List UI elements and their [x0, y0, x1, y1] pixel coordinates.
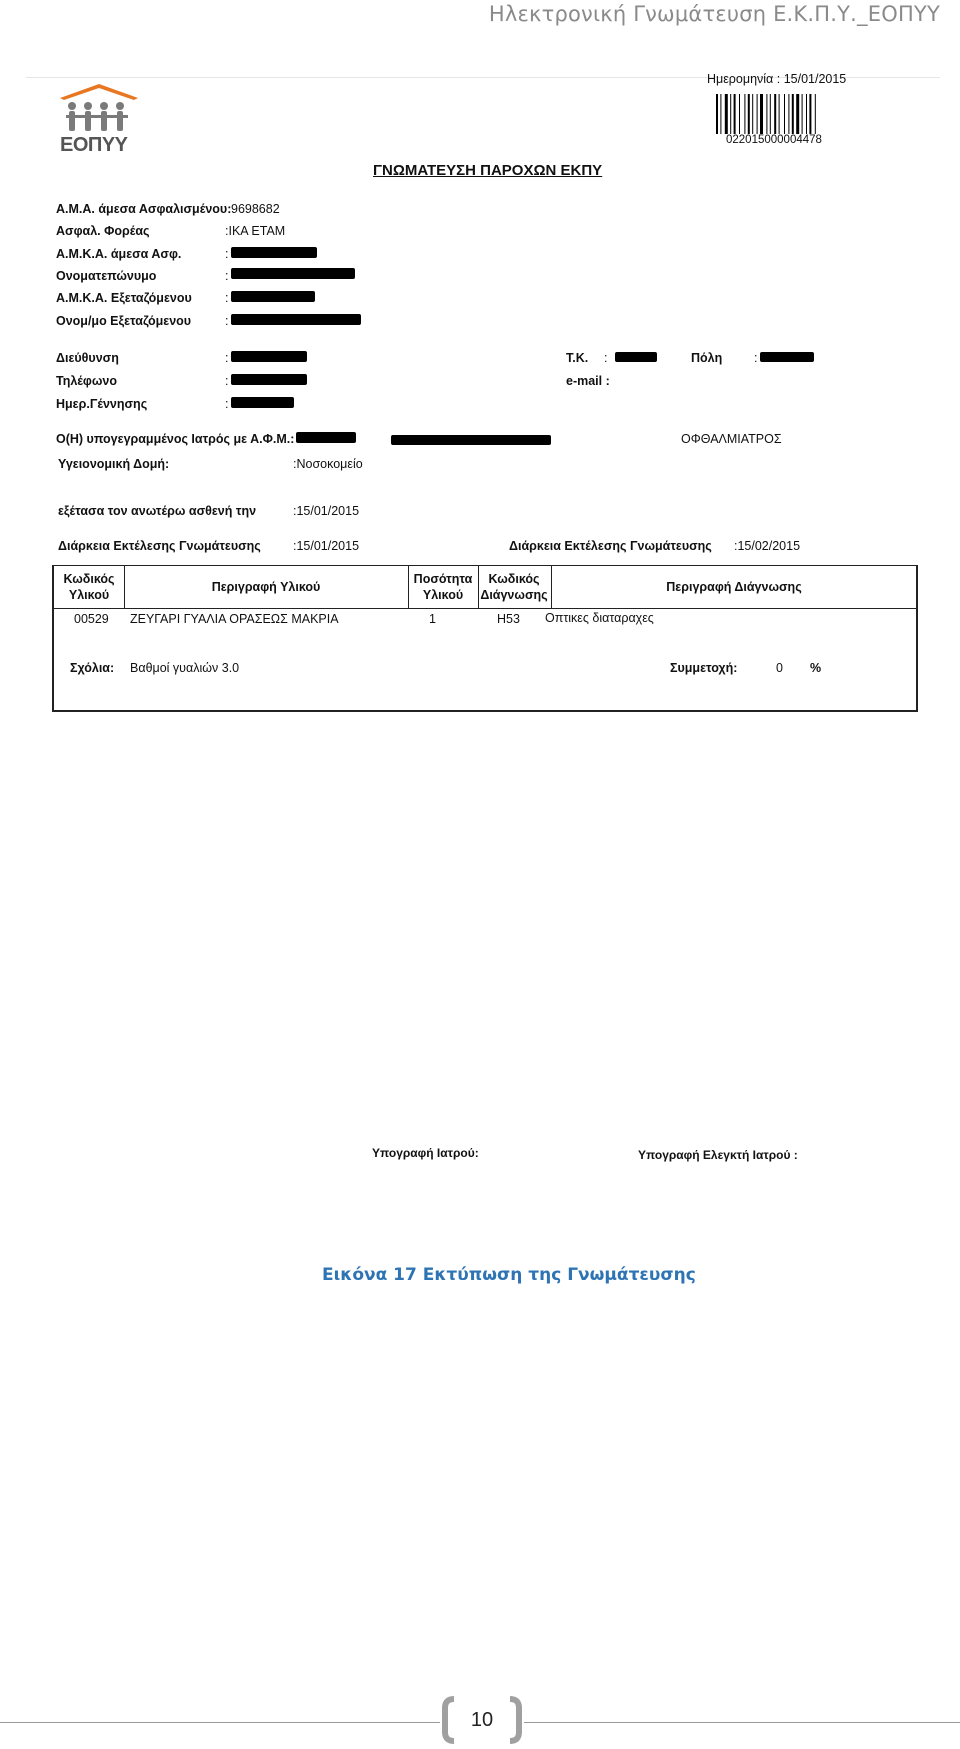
- redaction-bar: [231, 268, 355, 279]
- header-quantity: Ποσότητα Υλικού: [413, 572, 473, 602]
- footer-line-right: [524, 1722, 960, 1723]
- colon: :: [225, 351, 229, 365]
- items-table: [52, 565, 918, 712]
- figure-caption: Εικόνα 17 Εκτύπωση της Γνωμάτευσης: [322, 1265, 696, 1285]
- exam-date-value: :15/01/2015: [293, 504, 360, 518]
- redaction-bar: [760, 352, 814, 362]
- participation-label: Συμμετοχή:: [670, 661, 738, 675]
- redaction-bar: [231, 314, 361, 325]
- column-divider: [408, 566, 409, 608]
- redaction-bar: [231, 291, 315, 302]
- barcode-icon: [716, 94, 842, 134]
- percent-sign: %: [810, 661, 822, 675]
- redaction-bar: [615, 352, 657, 362]
- full-name-label: Ονοματεπώνυμο: [56, 269, 157, 283]
- ama-value: 9698682: [231, 202, 280, 216]
- row-material-code: 00529: [74, 612, 109, 626]
- redaction-bar: [231, 397, 294, 408]
- colon: :: [225, 247, 229, 261]
- row-quantity: 1: [429, 612, 436, 626]
- colon: :: [225, 374, 229, 388]
- eopyy-logo: [56, 82, 142, 162]
- address-label: Διεύθυνση: [56, 351, 119, 365]
- prescription-document: [26, 72, 940, 1188]
- header-diagnosis-code: Κωδικός Διάγνωσης: [480, 572, 548, 602]
- ama-label: Α.Μ.Α. άμεσα Ασφαλισμένου:: [56, 202, 232, 216]
- colon: :: [225, 397, 229, 411]
- barcode: [716, 94, 842, 134]
- colon: :: [225, 291, 229, 305]
- duration-from-value: :15/01/2015: [293, 539, 360, 553]
- doctor-afm-label: Ο(Η) υπογεγραμμένος Ιατρός με Α.Φ.Μ.:: [56, 432, 295, 446]
- row-material-desc: ΖΕΥΓΑΡΙ ΓΥΑΛΙΑ ΟΡΑΣΕΩΣ ΜΑΚΡΙΑ: [130, 612, 339, 626]
- email-label: e-mail :: [566, 374, 610, 388]
- row-diagnosis-desc: Οπτικες διαταραχες: [545, 611, 654, 625]
- logo-text: ΕΟΠΥΥ: [60, 134, 128, 156]
- amka-direct-label: Α.Μ.Κ.Α. άμεσα Ασφ.: [56, 247, 182, 261]
- comments-label: Σχόλια:: [70, 661, 115, 675]
- health-unit-value: :Νοσοκομείο: [293, 457, 363, 471]
- phone-label: Τηλέφωνο: [56, 374, 118, 388]
- redaction-bar: [231, 247, 317, 258]
- comments-value: Βαθμοί γυαλιών 3.0: [130, 661, 240, 675]
- duration-to-value: :15/02/2015: [734, 539, 801, 553]
- controller-signature-label: Υπογραφή Ελεγκτή Ιατρού :: [638, 1148, 798, 1162]
- redaction-bar: [231, 351, 307, 362]
- page-number: 10: [470, 1709, 494, 1731]
- postal-code-label: Τ.Κ.: [566, 351, 589, 365]
- doctor-signature-label: Υπογραφή Ιατρού:: [372, 1146, 479, 1160]
- redaction-bar: [391, 435, 551, 445]
- header-diagnosis-desc: Περιγραφή Διάγνωσης: [666, 580, 802, 594]
- document-date: Ημερομηνία : 15/01/2015: [707, 72, 847, 86]
- table-row: [54, 608, 916, 630]
- insurance-fund-label: Ασφαλ. Φορέας: [56, 224, 150, 238]
- duration-to-label: Διάρκεια Εκτέλεσης Γνωμάτευσης: [509, 539, 712, 553]
- exam-date-label: εξέτασα τον ανωτέρω ασθενή την: [58, 504, 257, 518]
- page-number-bracket: [440, 1696, 524, 1744]
- colon: :: [604, 351, 608, 365]
- redaction-bar: [296, 432, 356, 443]
- health-unit-label: Υγειονομική Δομή:: [58, 457, 170, 471]
- amka-examined-label: Α.Μ.Κ.Α. Εξεταζόμενου: [56, 291, 192, 305]
- header-material-desc: Περιγραφή Υλικού: [211, 580, 321, 594]
- colon: :: [225, 269, 229, 283]
- header-material-code: Κωδικός Υλικού: [63, 572, 115, 602]
- examined-name-label: Ονομ/μο Εξεταζόμενου: [56, 314, 192, 328]
- redaction-bar: [231, 374, 307, 385]
- table-header-row: [54, 566, 916, 609]
- row-diagnosis-code: H53: [497, 612, 520, 626]
- colon: :: [225, 314, 229, 328]
- footer-line-left: [0, 1722, 440, 1723]
- duration-from-label: Διάρκεια Εκτέλεσης Γνωμάτευσης: [58, 539, 261, 553]
- running-header: Ηλεκτρονική Γνωμάτευση Ε.Κ.Π.Υ._ΕΟΠΥΥ: [488, 2, 940, 26]
- colon: :: [754, 351, 758, 365]
- birth-date-label: Ημερ.Γέννησης: [56, 397, 148, 411]
- barcode-number: 022015000004478: [726, 134, 822, 146]
- document-title: ΓΝΩΜΑΤΕΥΣΗ ΠΑΡΟΧΩΝ ΕΚΠΥ: [373, 162, 603, 179]
- doctor-specialty: ΟΦΘΑΛΜΙΑΤΡΟΣ: [681, 432, 782, 446]
- participation-value: 0: [776, 661, 783, 675]
- city-label: Πόλη: [691, 351, 723, 365]
- insurance-fund-value: :ΙΚΑ ΕΤΑΜ: [225, 224, 286, 238]
